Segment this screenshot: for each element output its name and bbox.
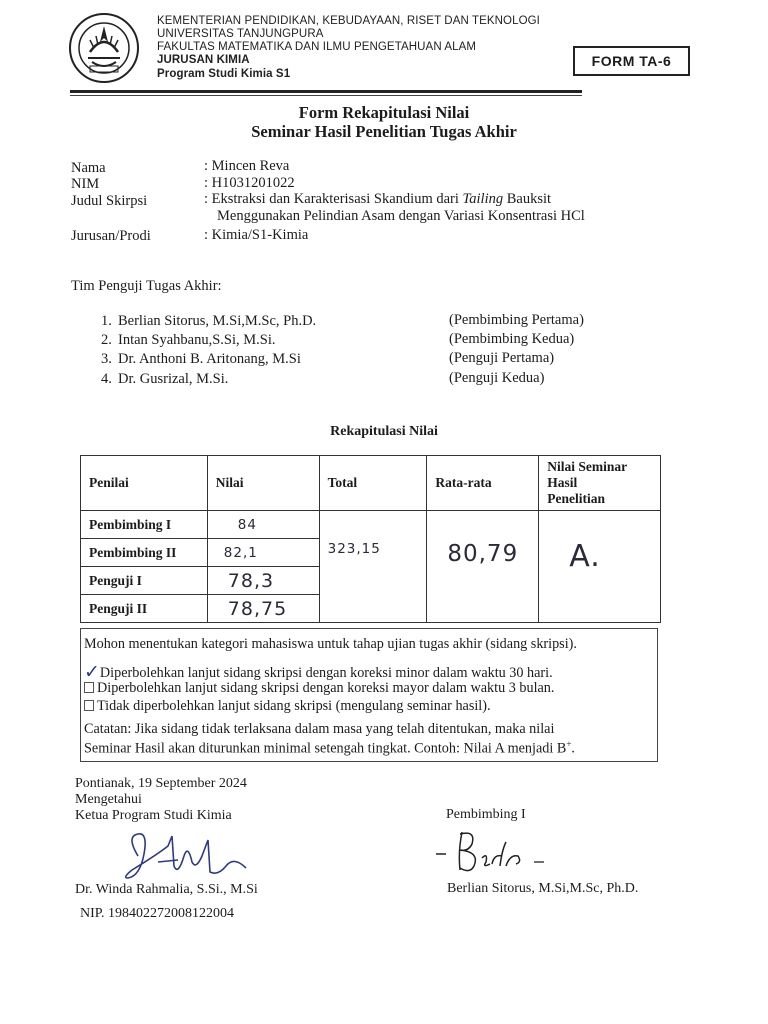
nilai-cell: 78,3 (207, 567, 319, 595)
kategori-option[interactable]: ✓Diperbolehkan lanjut sidang skripsi dengan koreksi minor dalam waktu 30 hari. (84, 661, 553, 683)
penguji-role: (Pembimbing Pertama) (449, 312, 584, 328)
ketua-nip: NIP. 198402272008122004 (80, 906, 235, 921)
penguji-number: 2. (101, 332, 112, 348)
header-program: Program Studi Kimia S1 (157, 68, 291, 80)
penguji-role: (Penguji Pertama) (449, 350, 555, 366)
rata-rata-cell: 80,79 (427, 511, 539, 623)
ketua-title: Ketua Program Studi Kimia (75, 808, 232, 823)
nilai-cell: 78,75 (207, 595, 319, 623)
form-code-box: FORM TA-6 (573, 46, 690, 76)
rekap-table (80, 455, 661, 623)
total-cell: 323,15 (319, 511, 427, 623)
nim-value: : H1031201022 (204, 175, 295, 191)
table-row (81, 511, 661, 539)
place-date: Pontianak, 19 September 2024 (75, 776, 247, 791)
judul-value: : Ekstraksi dan Karakterisasi Skandium dari Tailing Bauksit (204, 191, 552, 207)
penilai-cell: Pembimbing I (81, 511, 208, 539)
rekap-heading: Rekapitulasi Nilai (330, 424, 438, 439)
penilai-cell: Penguji I (81, 567, 208, 595)
header-department: JURUSAN KIMIA (157, 54, 250, 66)
col-header-nilai-seminar: Nilai Seminar Hasil Penelitian (539, 456, 661, 511)
judul-value-line2: Menggunakan Pelindian Asam dengan Variasi Konsentrasi HCl (217, 208, 585, 224)
nilai-akhir-cell: A. (539, 511, 661, 623)
penguji-role: (Pembimbing Kedua) (449, 331, 575, 347)
col-header-total: Total (319, 456, 427, 511)
header-university: UNIVERSITAS TANJUNGPURA (157, 28, 324, 40)
header-rule-thin (70, 95, 582, 96)
table-header-row (81, 456, 661, 511)
penguji-name: Dr. Gusrizal, M.Si. (118, 371, 229, 387)
university-logo (68, 12, 140, 84)
penguji-name: Intan Syahbanu,S.Si, M.Si. (118, 332, 276, 348)
nim-label: NIM (71, 176, 100, 192)
header-rule-thick (70, 90, 582, 93)
catatan-line1: Catatan: Jika sidang tidak terlaksana dalam masa yang telah ditentukan, maka nilai (84, 721, 555, 737)
check-mark-icon: ✓ (84, 661, 100, 683)
col-header-rata: Rata-rata (427, 456, 539, 511)
catatan-line2: Seminar Hasil akan diturunkan minimal setengah tingkat. Contoh: Nilai A menjadi B+. (84, 739, 575, 757)
penguji-number: 1. (101, 313, 112, 329)
mengetahui-label: Mengetahui (75, 792, 142, 807)
header-ministry: KEMENTERIAN PENDIDIKAN, KEBUDAYAAN, RISET DAN TEKNOLOGI (157, 15, 540, 27)
pembimbing-name: Berlian Sitorus, M.Si,M.Sc, Ph.D. (447, 881, 639, 896)
kategori-intro: Mohon menentukan kategori mahasiswa untuk tahap ujian tugas akhir (sidang skripsi). (84, 636, 577, 652)
penguji-number: 3. (101, 351, 112, 367)
penguji-name: Dr. Anthoni B. Aritonang, M.Si (118, 351, 301, 367)
nilai-cell: 84 (207, 511, 319, 539)
doc-title-line1: Form Rekapitulasi Nilai (298, 103, 470, 122)
pembimbing-title: Pembimbing I (446, 807, 526, 822)
penilai-cell: Penguji II (81, 595, 208, 623)
jurusan-label: Jurusan/Prodi (71, 228, 151, 244)
penguji-name: Berlian Sitorus, M.Si,M.Sc, Ph.D. (118, 313, 317, 329)
kategori-option[interactable]: Tidak diperbolehkan lanjut sidang skripsi (mengulang seminar hasil). (84, 698, 491, 715)
header-faculty: FAKULTAS MATEMATIKA DAN ILMU PENGETAHUAN ALAM (157, 41, 477, 53)
judul-label: Judul Skirpsi (71, 193, 148, 209)
penguji-role: (Penguji Kedua) (449, 370, 545, 386)
checkbox-icon (84, 682, 94, 693)
nama-value: : Mincen Reva (204, 158, 290, 174)
checkbox-icon (84, 700, 94, 711)
kategori-option[interactable]: Diperbolehkan lanjut sidang skripsi dengan koreksi mayor dalam waktu 3 bulan. (84, 680, 554, 697)
col-header-penilai: Penilai (81, 456, 208, 511)
doc-title-line2: Seminar Hasil Penelitian Tugas Akhir (251, 122, 517, 141)
nilai-cell: 82,1 (207, 539, 319, 567)
nama-label: Nama (71, 160, 106, 176)
penilai-cell: Pembimbing II (81, 539, 208, 567)
jurusan-value: : Kimia/S1-Kimia (204, 227, 309, 243)
tim-penguji-heading: Tim Penguji Tugas Akhir: (71, 278, 222, 294)
col-header-nilai: Nilai (207, 456, 319, 511)
pembimbing-signature (430, 822, 560, 887)
ketua-name: Dr. Winda Rahmalia, S.Si., M.Si (75, 882, 258, 897)
penguji-number: 4. (101, 371, 112, 387)
